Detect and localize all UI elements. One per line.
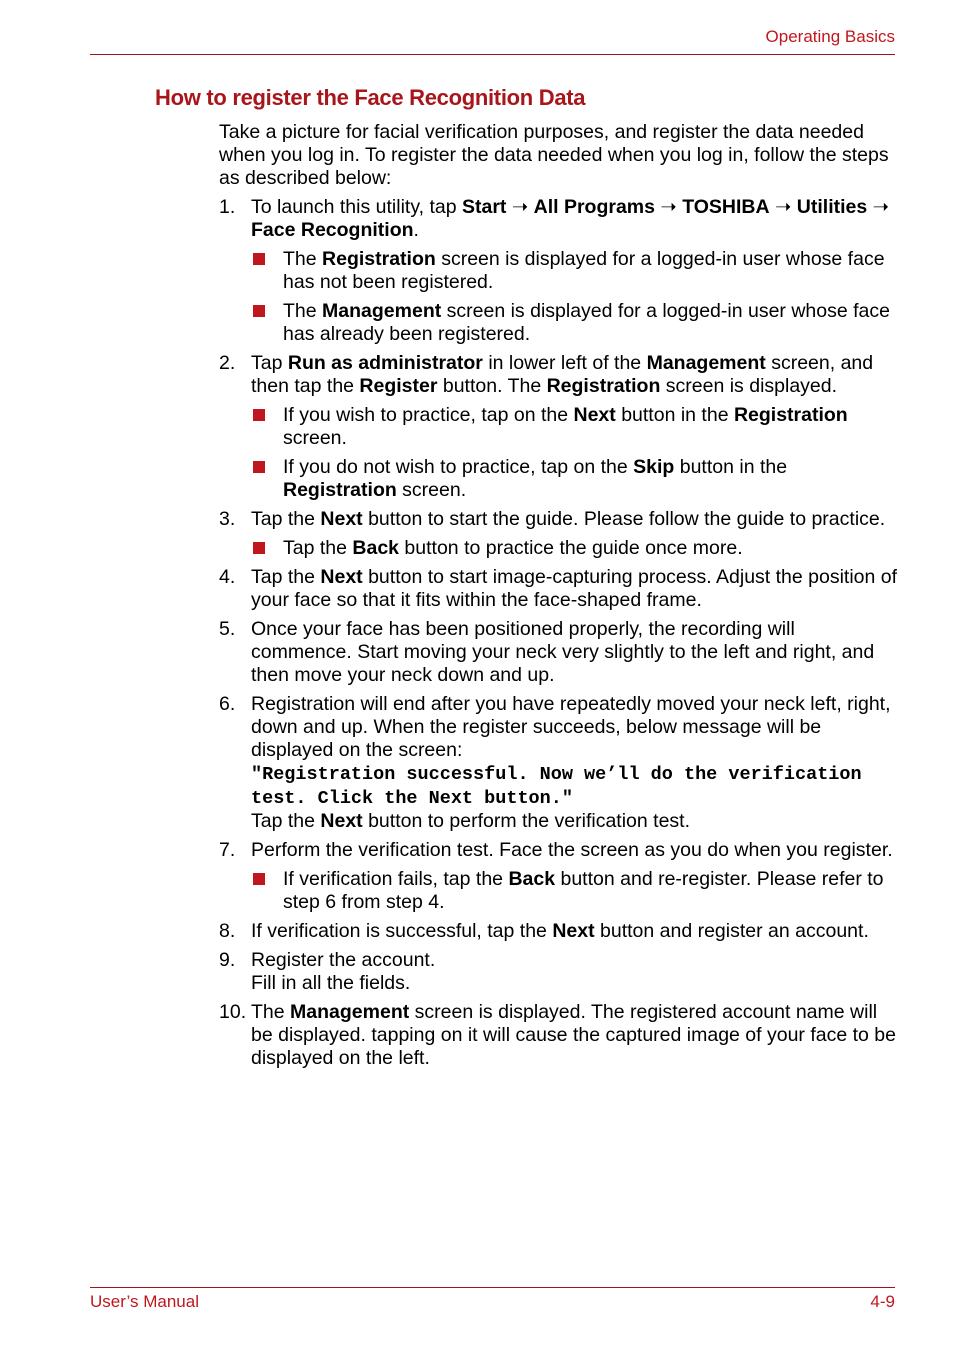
text-run: Tap the: [251, 810, 321, 832]
bold-term: Face Recognition: [251, 219, 414, 241]
text-run: Fill in all the fields.: [251, 972, 411, 994]
bold-term: Registration: [733, 404, 848, 426]
bold-term: Register: [359, 375, 438, 397]
bullet-list: [251, 248, 899, 346]
text-run: Tap the: [283, 537, 353, 559]
text-run: screen is displayed. The registered account name will be displayed. tapping on it will cause the captured image of your face to be displayed on the left.: [251, 1001, 896, 1069]
square-bullet-icon: [253, 253, 265, 265]
step-text: [251, 618, 899, 687]
steps-list: [219, 196, 899, 1070]
step-text: [251, 196, 899, 242]
text-run: in lower left of the: [482, 352, 647, 374]
running-header: Operating Basics: [765, 27, 895, 46]
text-run: ➝: [769, 196, 797, 218]
bullet-text: [283, 248, 899, 294]
text-run: .: [413, 219, 419, 241]
text-run: Register the account.: [251, 949, 436, 971]
step-number: 5.: [219, 618, 236, 640]
square-bullet-icon: [253, 409, 265, 421]
text-run: button to start the guide. Please follow the guide to practice.: [362, 508, 886, 530]
step-item: [219, 352, 899, 502]
bullet-list: [251, 537, 899, 560]
header-rule: [90, 54, 895, 55]
step-number: 9.: [219, 949, 236, 971]
bold-term: Skip: [633, 456, 675, 478]
text-run: Registration will end after you have repeatedly moved your neck left, right, down and up. When the register succeeds, below message will be displayed on the screen:: [251, 693, 891, 761]
bullet-list: [251, 868, 899, 914]
text-run: button to perform the verification test.: [362, 810, 691, 832]
text-run: button to practice the guide once more.: [399, 537, 743, 559]
step-item: [219, 196, 899, 346]
square-bullet-icon: [253, 305, 265, 317]
bullet-item: [251, 456, 899, 502]
screen-message-text: "Registration successful. Now we’ll do the verification test. Click the Next button.": [251, 764, 862, 809]
text-run: Perform the verification test. Face the screen as you do when you register.: [251, 839, 893, 861]
footer-manual-title: User’s Manual: [90, 1292, 199, 1311]
bold-term: Registration: [322, 248, 436, 270]
bold-term: Management: [646, 352, 766, 374]
bold-term: Run as administrator: [287, 352, 483, 374]
step-item: [219, 920, 899, 943]
step-number: 7.: [219, 839, 236, 861]
text-run: ➝: [867, 196, 889, 218]
bullet-text: [283, 537, 899, 560]
text-run: If you do not wish to practice, tap on the: [283, 456, 634, 478]
step-item: [219, 618, 899, 687]
step-number: 8.: [219, 920, 236, 942]
step-number: 4.: [219, 566, 236, 588]
bullet-item: [251, 537, 899, 560]
text-run: button and re-register. Please refer to step 6 from step 4.: [283, 868, 884, 913]
step-item: [219, 949, 899, 995]
bullet-text: [283, 456, 899, 502]
text-run: If you wish to practice, tap on the: [283, 404, 574, 426]
text-run: button and register an account.: [594, 920, 869, 942]
step-number: 2.: [219, 352, 236, 374]
text-run: screen.: [396, 479, 467, 501]
bullet-text: [283, 868, 899, 914]
step-text: [251, 508, 899, 531]
step-text: [251, 839, 899, 862]
bold-term: Back: [508, 868, 556, 890]
footer-rule: [90, 1287, 895, 1288]
bold-term: Registration: [546, 375, 661, 397]
step-text: [251, 949, 899, 995]
bullet-text: [283, 404, 899, 450]
step-item: [219, 566, 899, 612]
square-bullet-icon: [253, 542, 265, 554]
text-run: To launch this utility, tap: [251, 196, 462, 218]
bold-term: Management: [290, 1001, 410, 1023]
step-number: 10.: [219, 1001, 247, 1023]
text-run: ➝: [506, 196, 534, 218]
text-run: The: [283, 300, 323, 322]
text-run: Once your face has been positioned properly, the recording will commence. Start moving your neck very slightly to the left and right, and then move your neck down and up.: [251, 618, 875, 686]
step-item: [219, 508, 899, 560]
bold-term: All Programs: [533, 196, 655, 218]
bullet-item: [251, 248, 899, 294]
text-run: ➝: [655, 196, 683, 218]
bold-term: Utilities: [796, 196, 868, 218]
bold-term: Registration: [283, 479, 397, 501]
text-run: screen is displayed.: [660, 375, 838, 397]
text-run: The: [251, 1001, 291, 1023]
step-text: [251, 1001, 899, 1070]
bold-term: Next: [320, 810, 363, 832]
bullet-list: [251, 404, 899, 502]
bullet-item: [251, 300, 899, 346]
main-content: [219, 121, 899, 1076]
text-run: screen is displayed for a logged-in user whose face has not been registered.: [283, 248, 885, 293]
intro-paragraph: Take a picture for facial verification purposes, and register the data needed when you log in. To register the data needed when you log in, follow the steps as described below:: [219, 121, 889, 189]
text-run: screen, and then tap the: [251, 352, 874, 397]
text-run: button to start image-capturing process. Adjust the position of your face so that it fits within the face-shaped frame.: [251, 566, 898, 611]
text-run: button. The: [437, 375, 547, 397]
bullet-item: [251, 868, 899, 914]
text-run: screen.: [283, 427, 347, 449]
step-text: [251, 920, 899, 943]
step-number: 1.: [219, 196, 236, 218]
bold-term: Management: [322, 300, 442, 322]
text-run: screen is displayed for a logged-in user whose face has already been registered.: [283, 300, 890, 345]
bold-term: Next: [320, 566, 363, 588]
bold-term: Start: [462, 196, 507, 218]
step-item: [219, 839, 899, 914]
text-run: Tap the: [251, 566, 321, 588]
bold-term: Next: [320, 508, 363, 530]
step-number: 3.: [219, 508, 236, 530]
step-item: [219, 1001, 899, 1070]
text-run: Tap: [251, 352, 288, 374]
square-bullet-icon: [253, 873, 265, 885]
text-run: button in the: [674, 456, 788, 478]
step-number: 6.: [219, 693, 236, 715]
text-run: button in the: [615, 404, 734, 426]
page-number: 4-9: [870, 1292, 895, 1311]
text-run: The: [283, 248, 323, 270]
square-bullet-icon: [253, 461, 265, 473]
bullet-item: [251, 404, 899, 450]
bold-term: Next: [573, 404, 616, 426]
text-run: Tap the: [251, 508, 321, 530]
text-run: If verification is successful, tap the: [251, 920, 553, 942]
bullet-text: [283, 300, 899, 346]
text-run: If verification fails, tap the: [283, 868, 509, 890]
step-text: [251, 566, 899, 612]
bold-term: Back: [352, 537, 400, 559]
bold-term: Next: [552, 920, 595, 942]
step-item: [219, 693, 899, 833]
step-text: [251, 693, 899, 833]
step-text: [251, 352, 899, 398]
section-title: How to register the Face Recognition Data: [155, 85, 586, 110]
bold-term: TOSHIBA: [682, 196, 770, 218]
